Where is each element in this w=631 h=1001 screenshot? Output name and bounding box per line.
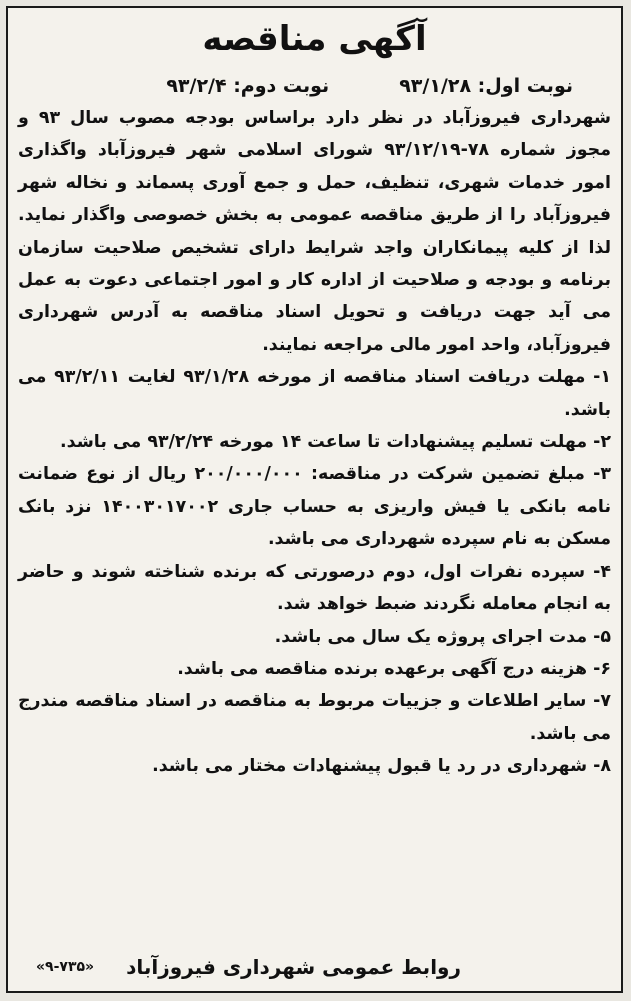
signature: روابط عمومی شهرداری فیروزآباد [126, 955, 461, 979]
condition-item: ۷- سایر اطلاعات و جزییات مربوط به مناقصه در اسناد مناقصه مندرج می باشد. [18, 691, 611, 744]
intro-paragraph: شهرداری فیروزآباد در نظر دارد براساس بودجه مصوب سال ۹۳ و مجوز شماره ۷۸-۹۳/۱۲/۱۹ شورای اسلامی شهر فیروزآباد واگذاری امور خدمات شهری، تنظیف، حمل و جمع آوری پسماند و نخاله شهر فیروزآباد را از طریق مناقصه عمومی به بخش خصوصی واگذار نماید. لذا از کلیه پیمانکاران واجد شرایط دارای تشخیص صلاحیت سازمان برنامه و بودجه و صلاحیت از اداره کار و امور اجتماعی دعوت به عمل می آید جهت دریافت و تحویل اسناد مناقصه به آدرس شهرداری فیروزآباد، واحد امور مالی مراجعه نمایند. [18, 108, 611, 355]
condition-item: ۲- مهلت تسلیم پیشنهادات تا ساعت ۱۴ مورخه ۹۳/۲/۲۴ می باشد. [60, 432, 611, 453]
condition-item: ۴- سپرده نفرات اول، دوم درصورتی که برنده شناخته شوند و حاضر به انجام معامله نگردند ضبط خواهد شد. [18, 561, 611, 615]
tender-notice [6, 6, 623, 993]
notice-footer [18, 949, 611, 985]
condition-item: ۳- مبلغ تضمین شرکت در مناقصه: ۲۰۰/۰۰۰/۰۰۰ ریال از نوع ضمانت نامه بانکی یا فیش واریزی به حساب جاری ۱۴۰۰۳۰۱۷۰۰۲ نزد بانک مسکن به نام سپرده شهرداری می باشد. [18, 464, 611, 550]
condition-item: ۵- مدت اجرای پروژه یک سال می باشد. [274, 626, 611, 647]
second-turn: نوبت دوم: ۹۳/۲/۴ [166, 75, 330, 97]
condition-item: ۱- مهلت دریافت اسناد مناقصه از مورخه ۹۳/۱/۲۸ لغایت ۹۳/۲/۱۱ می باشد. [18, 367, 611, 420]
notice-body [8, 102, 621, 361]
ad-code: «۹-۷۳۵» [36, 959, 95, 975]
publication-turns [8, 70, 621, 102]
first-turn: نوبت اول: ۹۳/۱/۲۸ [399, 75, 573, 97]
notice-title: آگهی مناقصه [202, 19, 427, 59]
condition-item: ۸- شهرداری در رد یا قبول پیشنهادات مختار می باشد. [152, 756, 611, 777]
conditions-list [8, 361, 621, 782]
condition-item: ۶- هزینه درج آگهی برعهده برنده مناقصه می باشد. [177, 658, 611, 679]
